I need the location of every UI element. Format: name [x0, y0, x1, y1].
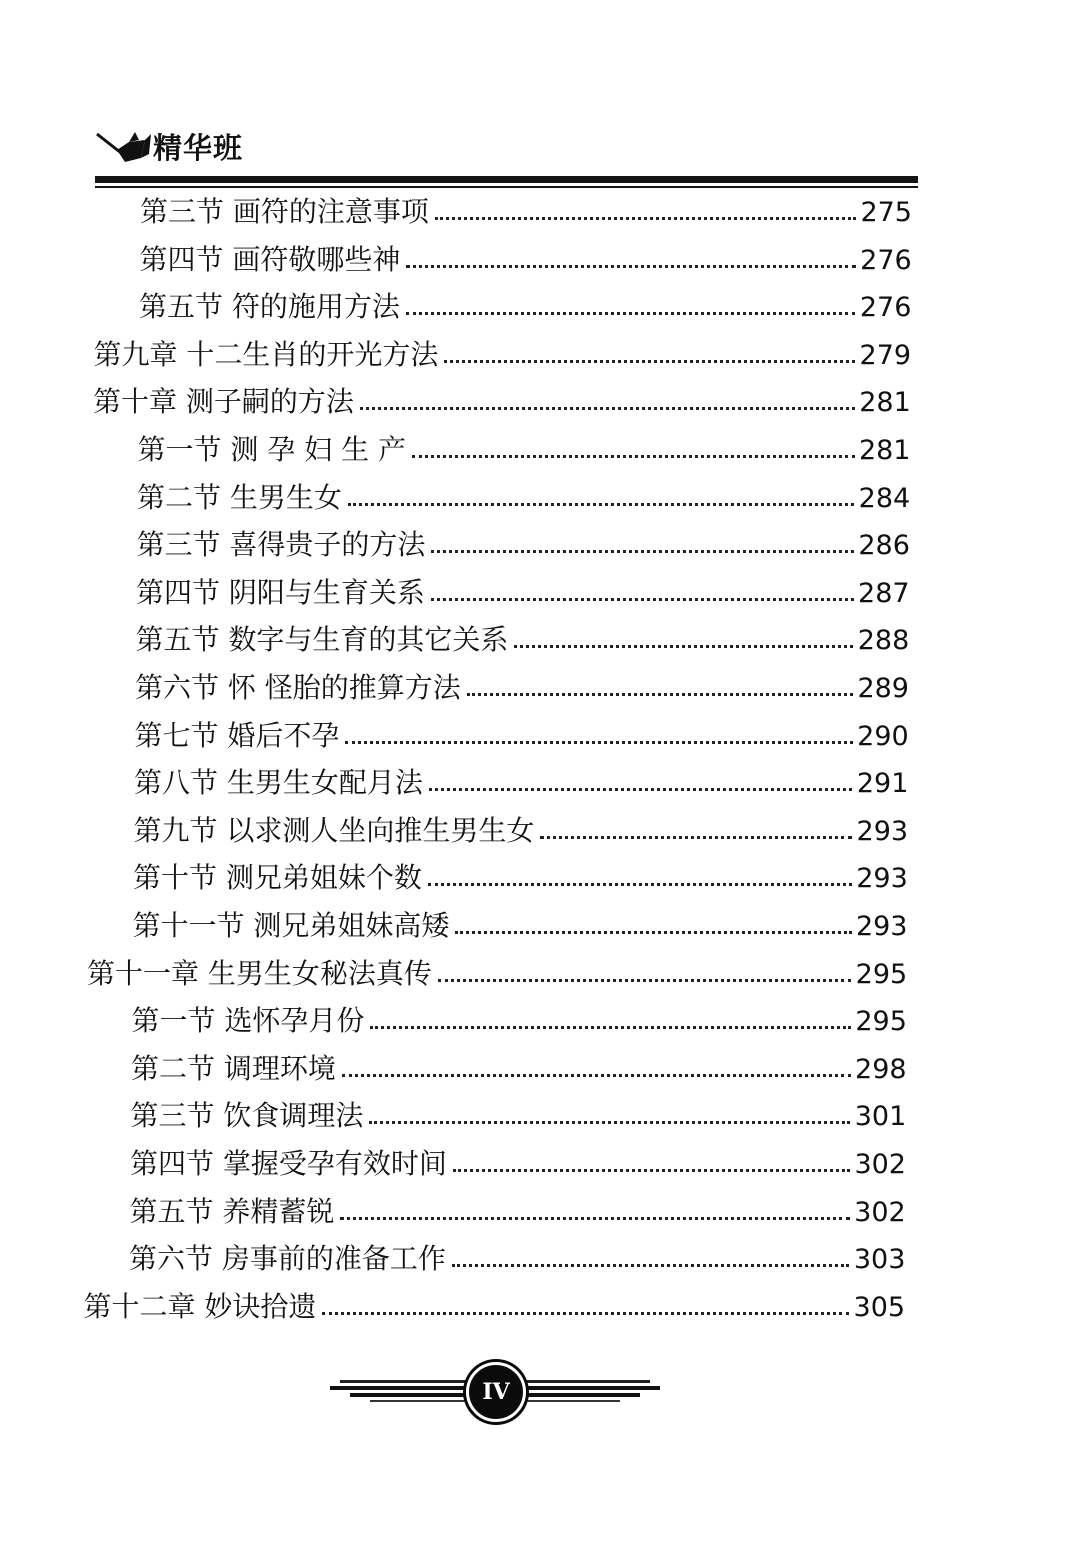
toc-dot-leader — [514, 643, 853, 648]
toc-dot-leader — [435, 215, 856, 220]
toc-entry-title: 第七节 婚后不孕 — [134, 718, 340, 752]
toc-entry-page: 279 — [859, 339, 912, 371]
toc-entry-title: 第十一章 生男生女秘法真传 — [87, 956, 432, 990]
toc-entry-title: 第一节 选怀孕月份 — [131, 1004, 365, 1038]
toc-entry-page: 305 — [853, 1291, 906, 1323]
toc-entry-title: 第八节 生男生女配月法 — [134, 766, 423, 800]
toc-entry-page: 303 — [853, 1244, 906, 1276]
toc-section-entry — [130, 1138, 906, 1178]
toc-dot-leader — [540, 834, 852, 839]
toc-section-entry — [135, 710, 909, 750]
toc-entry-title: 第三节 画符的注意事项 — [140, 195, 429, 228]
toc-dot-leader — [452, 1262, 849, 1267]
toc-entry-title: 第十章 测子嗣的方法 — [93, 385, 354, 419]
toc-section-entry — [136, 567, 910, 607]
toc-entry-title: 第三节 喜得贵子的方法 — [136, 528, 426, 562]
footer-ornament-left — [330, 1376, 470, 1406]
toc-section-entry — [137, 472, 910, 512]
page-number-badge — [466, 1362, 526, 1422]
toc-section-entry — [133, 852, 908, 895]
toc-dot-leader — [438, 977, 851, 982]
toc-section-entry — [138, 424, 911, 464]
toc-dot-leader — [455, 929, 851, 934]
toc-section-entry — [133, 900, 908, 940]
toc-section-entry — [139, 281, 912, 324]
toc-chapter-entry — [94, 329, 912, 369]
toc-dot-leader — [412, 453, 854, 458]
toc-section-entry — [135, 662, 909, 702]
toc-entry-page: 298 — [855, 1053, 907, 1085]
toc-dot-leader — [369, 1119, 850, 1124]
toc-entry-title: 第五节 数字与生育的其它关系 — [135, 623, 509, 657]
toc-dot-leader — [342, 1072, 851, 1077]
toc-dot-leader — [360, 405, 855, 410]
toc-dot-leader — [431, 548, 853, 553]
toc-section-entry — [134, 805, 909, 845]
toc-section-entry — [129, 1233, 906, 1276]
toc-entry-title: 第四节 掌握受孕有效时间 — [130, 1147, 447, 1180]
toc-entry-title: 第十一节 测兄弟姐妹高矮 — [132, 909, 450, 942]
toc-entry-title: 第九章 十二生肖的开光方法 — [93, 337, 439, 371]
toc-entry-title: 第二节 调理环境 — [131, 1051, 336, 1085]
toc-dot-leader — [467, 691, 853, 696]
toc-dot-leader — [428, 881, 852, 886]
toc-entry-page: 281 — [859, 387, 911, 419]
toc-dot-leader — [453, 1167, 850, 1172]
page-number: IV — [482, 1379, 510, 1405]
toc-entry-title: 第五节 养精蓄锐 — [129, 1194, 335, 1228]
toc-entry-title: 第四节 画符敬哪些神 — [139, 242, 401, 276]
toc-entry-page: 287 — [858, 577, 910, 609]
toc-dot-leader — [431, 596, 854, 601]
toc-entry-page: 281 — [858, 435, 911, 466]
toc-entry-title: 第六节 怀 怪胎的推算方法 — [135, 671, 461, 704]
toc-entry-page: 276 — [859, 292, 912, 324]
toc-entry-page: 288 — [857, 625, 910, 657]
toc-entry-page: 293 — [856, 863, 908, 895]
toc-entry-page: 295 — [855, 1006, 907, 1038]
toc-section-entry — [135, 614, 910, 657]
toc-chapter-entry — [84, 1281, 906, 1321]
toc-entry-title: 第三节 饮食调理法 — [130, 1099, 364, 1133]
toc-section-entry — [134, 757, 909, 800]
toc-entry-page: 284 — [858, 482, 911, 514]
toc-entry-page: 293 — [856, 815, 909, 847]
toc-entry-page: 291 — [856, 768, 909, 800]
toc-entry-page: 275 — [860, 197, 912, 228]
toc-dot-leader — [444, 358, 855, 363]
toc-entry-page: 290 — [857, 720, 909, 752]
toc-dot-leader — [340, 1215, 849, 1220]
toc-dot-leader — [348, 501, 854, 506]
toc-entry-title: 第一节 测 孕 妇 生 产 — [137, 433, 407, 466]
toc-entry-title: 第五节 符的施用方法 — [139, 290, 400, 324]
toc-entry-title: 第十节 测兄弟姐妹个数 — [133, 861, 422, 895]
toc-entry-page: 293 — [855, 911, 908, 942]
toc-dot-leader — [429, 786, 852, 791]
toc-entry-title: 第六节 房事前的准备工作 — [129, 1242, 446, 1276]
toc-entry-page: 302 — [854, 1149, 906, 1180]
toc-entry-title: 第九节 以求测人坐向推生男生女 — [133, 813, 535, 847]
toc-entry-title: 第二节 生男生女 — [137, 480, 342, 514]
toc-section-entry — [131, 1043, 907, 1083]
toc-entry-page: 301 — [854, 1101, 907, 1133]
toc-entry-page: 302 — [854, 1196, 906, 1228]
page-footer — [330, 1362, 650, 1422]
toc-dot-leader — [322, 1310, 849, 1315]
toc-chapter-entry — [93, 376, 911, 419]
toc-section-entry — [130, 1186, 906, 1226]
toc-entry-page: 295 — [855, 958, 908, 990]
toc-entry-page: 289 — [857, 673, 909, 704]
toc-chapter-entry — [87, 948, 907, 988]
toc-dot-leader — [345, 739, 852, 744]
toc-section-entry — [130, 1090, 907, 1133]
toc-section-entry — [131, 995, 907, 1038]
toc-dot-leader — [406, 263, 855, 268]
toc-entry-title: 第四节 阴阳与生育关系 — [136, 575, 425, 609]
toc-dot-leader — [406, 310, 855, 315]
header-title: 精华班 — [153, 131, 244, 165]
footer-ornament-right — [520, 1376, 660, 1406]
toc-entry-page: 276 — [860, 244, 912, 276]
toc-section-entry — [140, 186, 912, 226]
toc-dot-leader — [370, 1024, 850, 1029]
toc-entry-title: 第十二章 妙诀拾遗 — [83, 1289, 317, 1323]
toc-entry-page: 286 — [858, 530, 910, 562]
toc-section-entry — [140, 234, 912, 274]
toc-section-entry — [136, 519, 910, 562]
